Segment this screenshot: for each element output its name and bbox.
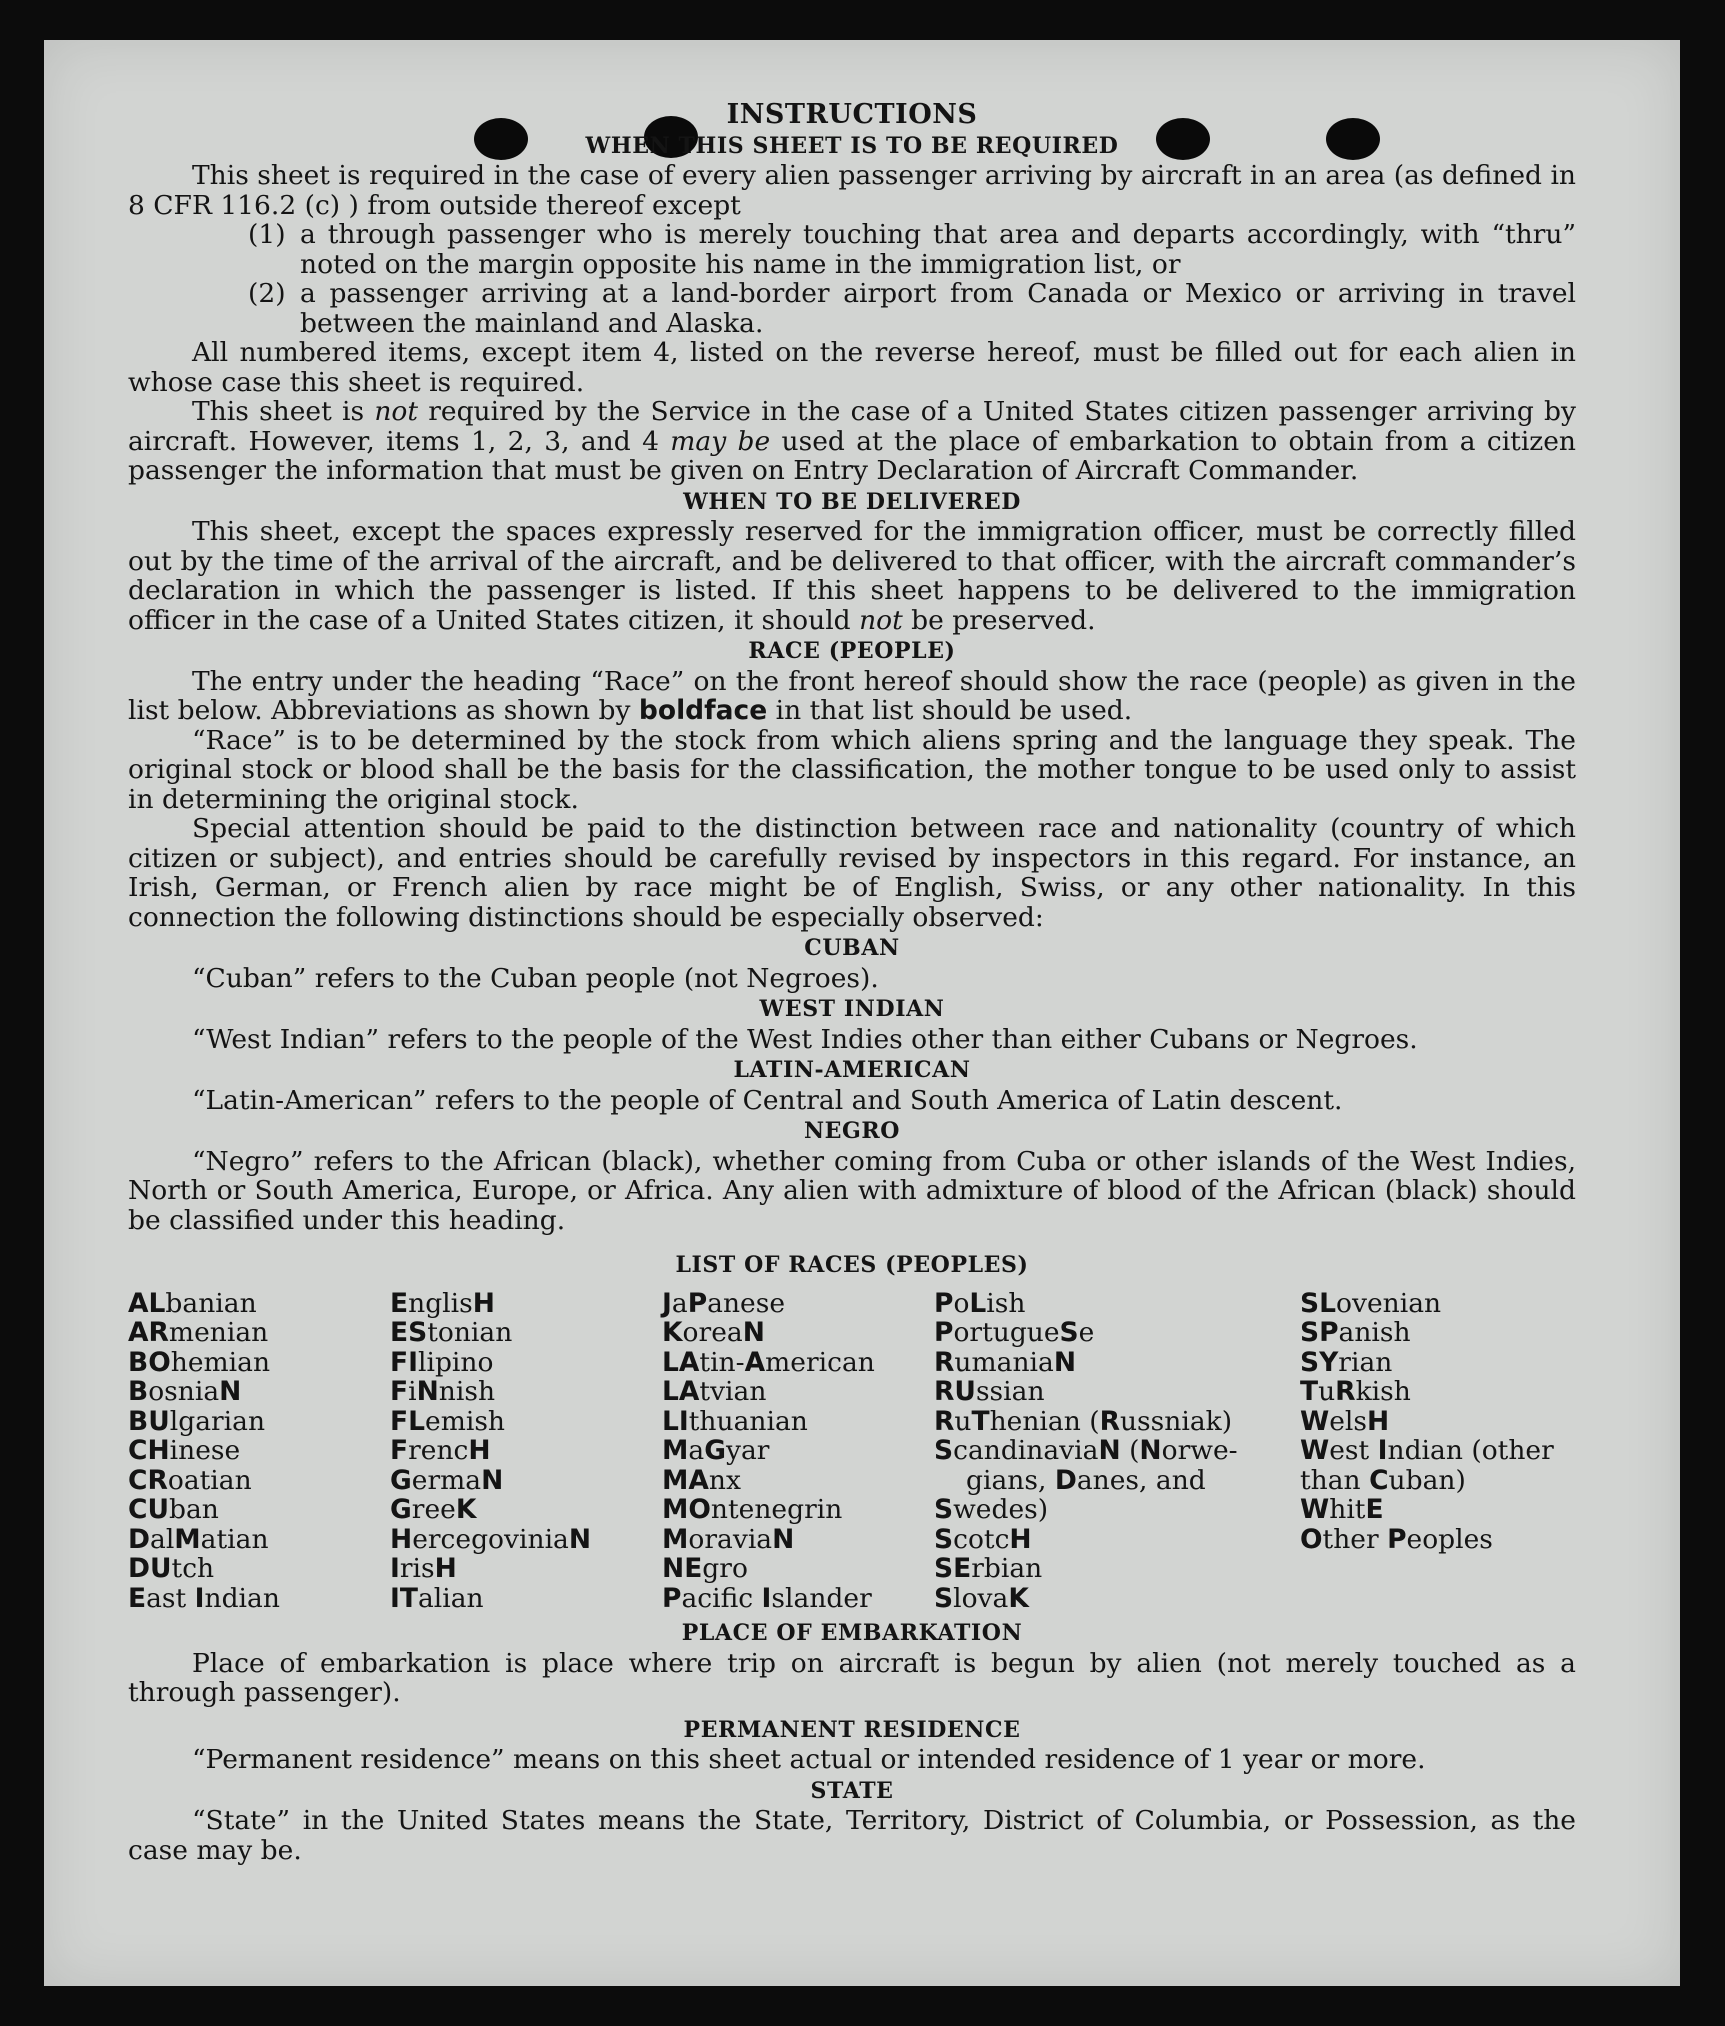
race-item: MOntenegrin [662,1494,843,1525]
race-item: BUlgarian [128,1405,266,1437]
race-item: RuThenian (Russniak) [934,1405,1233,1437]
paragraph: This sheet is required in the case of every alien passenger arriving by aircraft in an area (as defined in 8 CFR 116.2 (c) ) from outside thereof except [128,160,1576,221]
race-item: GreeK [390,1494,477,1525]
paragraph: “Race” is to be determined by the stock from which aliens spring and the language they speak. The original stock or blood shall be the basis for the classification, the mother tongue to be used only to assist in determining the original stock. [128,724,1576,815]
race-item: EStonian [390,1317,513,1348]
race-item: FrencH [390,1435,491,1466]
instructions-content [128,100,1576,1865]
race-item: SlovaK [934,1582,1029,1614]
text-run: in that list should be used. [767,695,1133,726]
emphasis: not [374,396,418,427]
races-list [128,1289,1576,1614]
definition: “Latin-American” refers to the people of Central and South America of Latin descent. [192,1084,1343,1116]
race-item: FiNnish [390,1376,496,1407]
text-run: required by the Service in the case of a United States citizen passenger arriving by aircraft. However, items 1, 2, 3, and 4 [128,396,1576,457]
races-column [934,1289,1300,1614]
race-item: SLovenian [1300,1287,1442,1319]
race-item: LAtin-American [662,1346,875,1378]
race-item: ALbanian [128,1287,257,1319]
races-column [1300,1289,1576,1614]
race-item: HercegoviniaN [390,1523,592,1555]
race-item: FLemish [390,1405,505,1437]
paragraph [128,397,1576,486]
race-item: SYrian [1300,1346,1393,1378]
bold-text: boldface [638,695,768,726]
paragraph: “Permanent residence” means on this sheet actual or intended residence of 1 year or more. [192,1744,1426,1775]
race-item: IrisH [390,1553,457,1584]
race-item: JaPanese [662,1287,785,1319]
paragraph: All numbered items, except item 4, listed on the reverse hereof, must be filled out for each alien in whose case this sheet is required. [128,337,1576,398]
definition: “West Indian” refers to the people of the West Indies other than either Cubans or Negroes. [192,1023,1418,1055]
race-item: MoraviaN [662,1523,795,1555]
race-item: MaGyar [662,1435,770,1466]
section-heading-negro: NEGRO [803,1118,901,1144]
race-item: BOhemian [128,1346,271,1378]
emphasis: not [859,604,903,636]
race-item: MAnx [662,1464,741,1496]
race-item: WhitE [1300,1494,1384,1525]
race-item: ScandinaviaN (Norwe- [934,1435,1238,1466]
race-item: RumaniaN [934,1346,1076,1378]
race-item: CRoatian [128,1464,252,1496]
list-item-text: a passenger arriving at a land-border airport from Canada or Mexico or arriving in travel between the mainland and Alaska. [300,278,1576,339]
text-run: This sheet, except the spaces expressly reserved for the immigration officer, must be correctly filled out by the time of the arrival of the aircraft, and be delivered to that officer, with the aircraft commander’s declaration in which the passenger is listed. If this sheet happens to be delivered to the immigration officer in the case of a United States citizen, it should [128,516,1576,636]
races-column [390,1289,662,1614]
race-item: West Indian (other [1300,1435,1554,1466]
race-item: DalMatian [128,1523,269,1555]
race-item: FIlipino [390,1346,494,1378]
races-column [128,1289,390,1614]
paragraph: Place of embarkation is place where trip on aircraft is begun by alien (not merely touched as a through passenger). [128,1647,1576,1708]
paragraph: Special attention should be paid to the distinction between race and nationality (country of which citizen or subject), and entries should be carefully revised by inspectors in this regard. For instance, an Irish, German, or French alien by race might be of English, Swiss, or any other nationality. In this connection the following distinctions should be especially observed: [128,813,1576,933]
race-item: ScotcH [934,1523,1032,1555]
text-run: used at the place of embarkation to obtain from a citizen passenger the information that must be given on Entry Declaration of Aircraft Commander. [128,425,1576,486]
race-item: GermaN [390,1464,504,1496]
race-item: LAtvian [662,1376,767,1407]
definition: “Cuban” refers to the Cuban people (not Negroes). [192,962,879,994]
race-item: WelsH [1300,1405,1390,1437]
race-item: SPanish [1300,1317,1411,1348]
section-heading-state: STATE [810,1777,894,1804]
text-run: The entry under the heading “Race” on the front hereof should show the race (people) as given in the list below. Abbreviations as shown by [128,665,1576,726]
paragraph [128,667,1576,726]
section-heading-cuban: CUBAN [804,935,900,961]
list-item [128,279,1576,338]
list-item-number: (2) [248,278,286,309]
emphasis: may be [670,425,771,457]
race-item: Other Peoples [1300,1523,1493,1555]
race-item: RUssian [934,1376,1045,1407]
list-item-text: a through passenger who is merely touching that area and departs accordingly, with “thru” noted on the margin opposite his name in the immigration list, or [300,219,1576,280]
race-item: NEgro [662,1553,748,1584]
race-item: LIthuanian [662,1405,808,1437]
race-item: Pacifc Islander [662,1582,872,1614]
race-item: ARmenian [128,1317,269,1348]
section-heading-when-delivered: WHEN TO BE DELIVERED [683,488,1021,515]
race-item: PortugueSe [934,1317,1095,1348]
race-item: TuRkish [1300,1376,1411,1407]
race-item: East Indian [128,1582,280,1614]
section-heading-latin-american: LATIN-AMERICAN [733,1057,971,1083]
paragraph: “State” in the United States means the State, Territory, District of Columbia, or Possession, as the case may be. [128,1805,1576,1866]
paragraph [128,517,1576,635]
section-heading-west-indian: WEST INDIAN [759,996,945,1022]
page-title: INSTRUCTIONS [726,99,978,130]
races-column [662,1289,934,1614]
race-item: SErbian [934,1553,1043,1584]
text-run: be preserved. [902,604,1096,636]
race-item: BosniaN [128,1376,242,1407]
section-heading-residence: PERMANENT RESIDENCE [683,1716,1021,1743]
race-item: Swedes) [934,1494,1049,1525]
race-item: CHinese [128,1435,241,1466]
section-heading-race: RACE (PEOPLE) [748,638,956,664]
race-item: KoreaN [662,1317,765,1348]
race-item: PoLish [934,1287,1026,1319]
list-item-number: (1) [248,219,286,250]
section-heading-embarkation: PLACE OF EMBARKATION [681,1620,1023,1646]
race-item: ITalian [390,1582,484,1614]
list-item [128,220,1576,279]
race-item: EnglisH [390,1287,495,1319]
race-item: gians, Danes, and [966,1464,1206,1496]
race-item: than Cuban) [1300,1464,1466,1496]
section-heading-when-required: WHEN THIS SHEET IS TO BE REQUIRED [585,132,1119,159]
text-run: This sheet is [192,396,375,427]
race-item: CUban [128,1494,219,1525]
definition: “Negro” refers to the African (black), whether coming from Cuba or other islands of the West Indies, North or South America, Europe, or Africa. Any alien with admixture of blood of the African (black) should be classified under this heading. [128,1145,1576,1236]
race-item: DUtch [128,1553,215,1584]
section-heading-races-list: LIST OF RACES (PEOPLES) [675,1252,1029,1278]
